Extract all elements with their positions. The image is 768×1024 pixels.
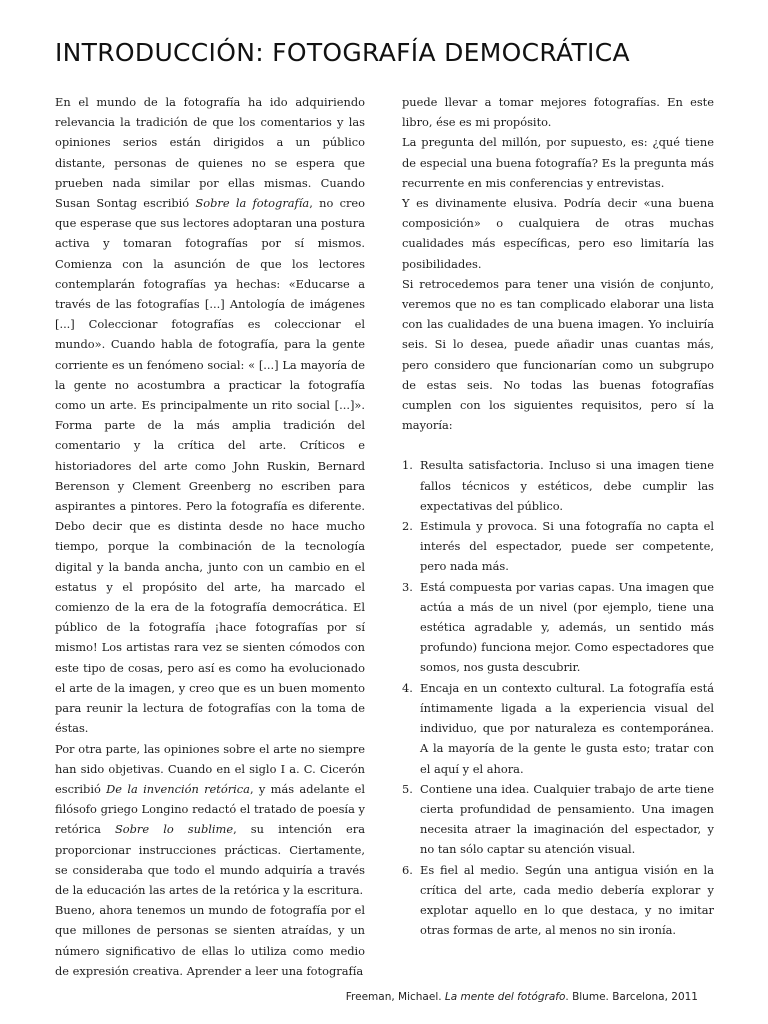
text-span: , no creo que esperase que sus lectores adoptaran una postura activa y tomaran fotografías por sí mismos. Comienza con la asunción de que los lectores contemplarán fotografías ya hechas: «Educarse a través de las fotografías [...] Antología de imágenes [...] Coleccionar fotografías es coleccionar el mundo». Cuando habla de fotografía, para la gente corriente es un fenómeno social: « [...] La mayoría de la gente no acostumbra a practicar la fotografía como un arte. Es principalmente un rito social [...]». Forma parte de la más amplia tradición del comentario y la crítica del arte. Críticos e historiadores del arte como John Ruskin, Bernard Berenson y Clement Greenberg no escriben para aspirantes a pintores. Pero la fotografía es diferente. Debo decir que es distinta desde no hace mucho tiempo, porque la combinación de la tecnología digital y la banda ancha, junto con un cambio en el estatus y el propósito del arte, ha marcado el comienzo de la era de la fotografía democrática. El público de la fotografía ¡hace fotografías por sí mismo! Los artistas rara vez se sienten cómodos con este tipo de cosas, pero así es como ha evolucionado el arte de la imagen, y creo que es un buen momento para reunir la lectura de fotografías con la toma de éstas. xyxy=(55,196,365,736)
book-title: De la invención retórica xyxy=(106,781,250,796)
list-text: Es fiel al medio. Según una antigua visión en la crítica del arte, cada medio debería explorar y explotar aquello en lo que destaca, y no imitar otras formas de arte, al menos no sin ironía. xyxy=(420,862,714,938)
citation-author: Freeman, Michael. xyxy=(345,991,445,1003)
list-item xyxy=(402,516,714,577)
left-paragraph-2 xyxy=(55,739,365,901)
right-paragraph-3: Y es divinamente elusiva. Podría decir «una buena composición» o cualquiera de otras muchas cualidades más específicas, pero eso limitaría las posibilidades. xyxy=(402,196,714,271)
page-title: INTRODUCCIÓN: FOTOGRAFÍA DEMOCRÁTICA xyxy=(55,38,630,67)
book-title: Sobre lo sublime xyxy=(114,822,234,837)
qualities-list xyxy=(402,455,714,940)
left-column xyxy=(55,92,365,981)
list-text: Está compuesta por varias capas. Una imagen que actúa a más de un nivel (por ejemplo, tiene una estética agradable y, además, un sentido más profundo) funciona mejor. Como espectadores que somos, nos gusta descubrir. xyxy=(420,579,714,675)
right-paragraph-1: puede llevar a tomar mejores fotografías. En este libro, ése es mi propósito. xyxy=(402,95,714,130)
left-paragraph-3: Bueno, ahora tenemos un mundo de fotografía por el que millones de personas se sienten atraídas, y un número significativo de ellas lo utiliza como medio de expresión creativa. Aprender a leer una fotografía xyxy=(55,903,365,978)
text-span: , y más adelante el filósofo griego Longino redactó el tratado de poesía y retórica xyxy=(55,781,365,837)
list-text: Resulta satisfactoria. Incluso si una imagen tiene fallos técnicos y estéticos, debe cumplir las expectativas del público. xyxy=(420,458,714,513)
list-text: Estimula y provoca. Si una fotografía no capta el interés del espectador, puede ser competente, pero nada más. xyxy=(420,519,714,574)
list-item xyxy=(402,860,714,941)
list-text: Contiene una idea. Cualquier trabajo de arte tiene cierta profundidad de pensamiento. Una imagen necesita atraer la imaginación del espectador, y no tan sólo captar su atención visual. xyxy=(420,781,714,857)
list-number: 3. xyxy=(402,579,413,594)
citation-footer xyxy=(346,991,698,1003)
list-number: 5. xyxy=(402,781,413,796)
list-item xyxy=(402,455,714,516)
list-text: Encaja en un contexto cultural. La fotografía está íntimamente ligada a la experiencia visual del individuo, que por naturaleza es contemporánea. A la mayoría de la gente le gusta esto; tratar con el aquí y el ahora. xyxy=(420,680,714,776)
text-span: , su intención era proporcionar instrucciones prácticas. Ciertamente, se consideraba que todo el mundo adquiría a través de la educación las artes de la retórica y la escritura. xyxy=(55,822,365,897)
text-span: Por otra parte, las opiniones sobre el arte no siempre han sido objetivas. Cuando en el siglo I a. C. Cicerón escribió xyxy=(55,741,365,796)
text-span: En el mundo de la fotografía ha ido adquiriendo relevancia la tradición de que los comentarios y las opiniones serios están dirigidos a un público distante, personas de quienes no se espera que prueben nada similar por ellas mismas. Cuando Susan Sontag escribió xyxy=(55,95,365,211)
list-number: 4. xyxy=(402,680,413,695)
book-title: Sobre la fotografía xyxy=(195,196,310,211)
citation-publisher: . Blume. Barcelona, 2011 xyxy=(565,991,698,1003)
list-item xyxy=(402,678,714,779)
citation-book: La mente del fotógrafo xyxy=(444,991,566,1003)
right-column xyxy=(402,92,714,940)
list-number: 6. xyxy=(402,862,413,877)
list-item xyxy=(402,577,714,678)
right-paragraph-4: Si retrocedemos para tener una visión de conjunto, veremos que no es tan complicado elaborar una lista con las cualidades de una buena imagen. Yo incluiría seis. Si lo desea, puede añadir unas cuantas más, pero considero que funcionarían como un subgrupo de estas seis. No todas las buenas fotografías cumplen con los siguientes requisitos, pero sí la mayoría: xyxy=(402,276,714,433)
left-paragraph-1 xyxy=(55,92,365,739)
right-paragraph-2: La pregunta del millón, por supuesto, es: ¿qué tiene de especial una buena fotografía? Es la pregunta más recurrente en mis conferencias y entrevistas. xyxy=(402,135,714,190)
list-number: 1. xyxy=(402,458,413,473)
list-number: 2. xyxy=(402,519,413,534)
list-item xyxy=(402,779,714,860)
